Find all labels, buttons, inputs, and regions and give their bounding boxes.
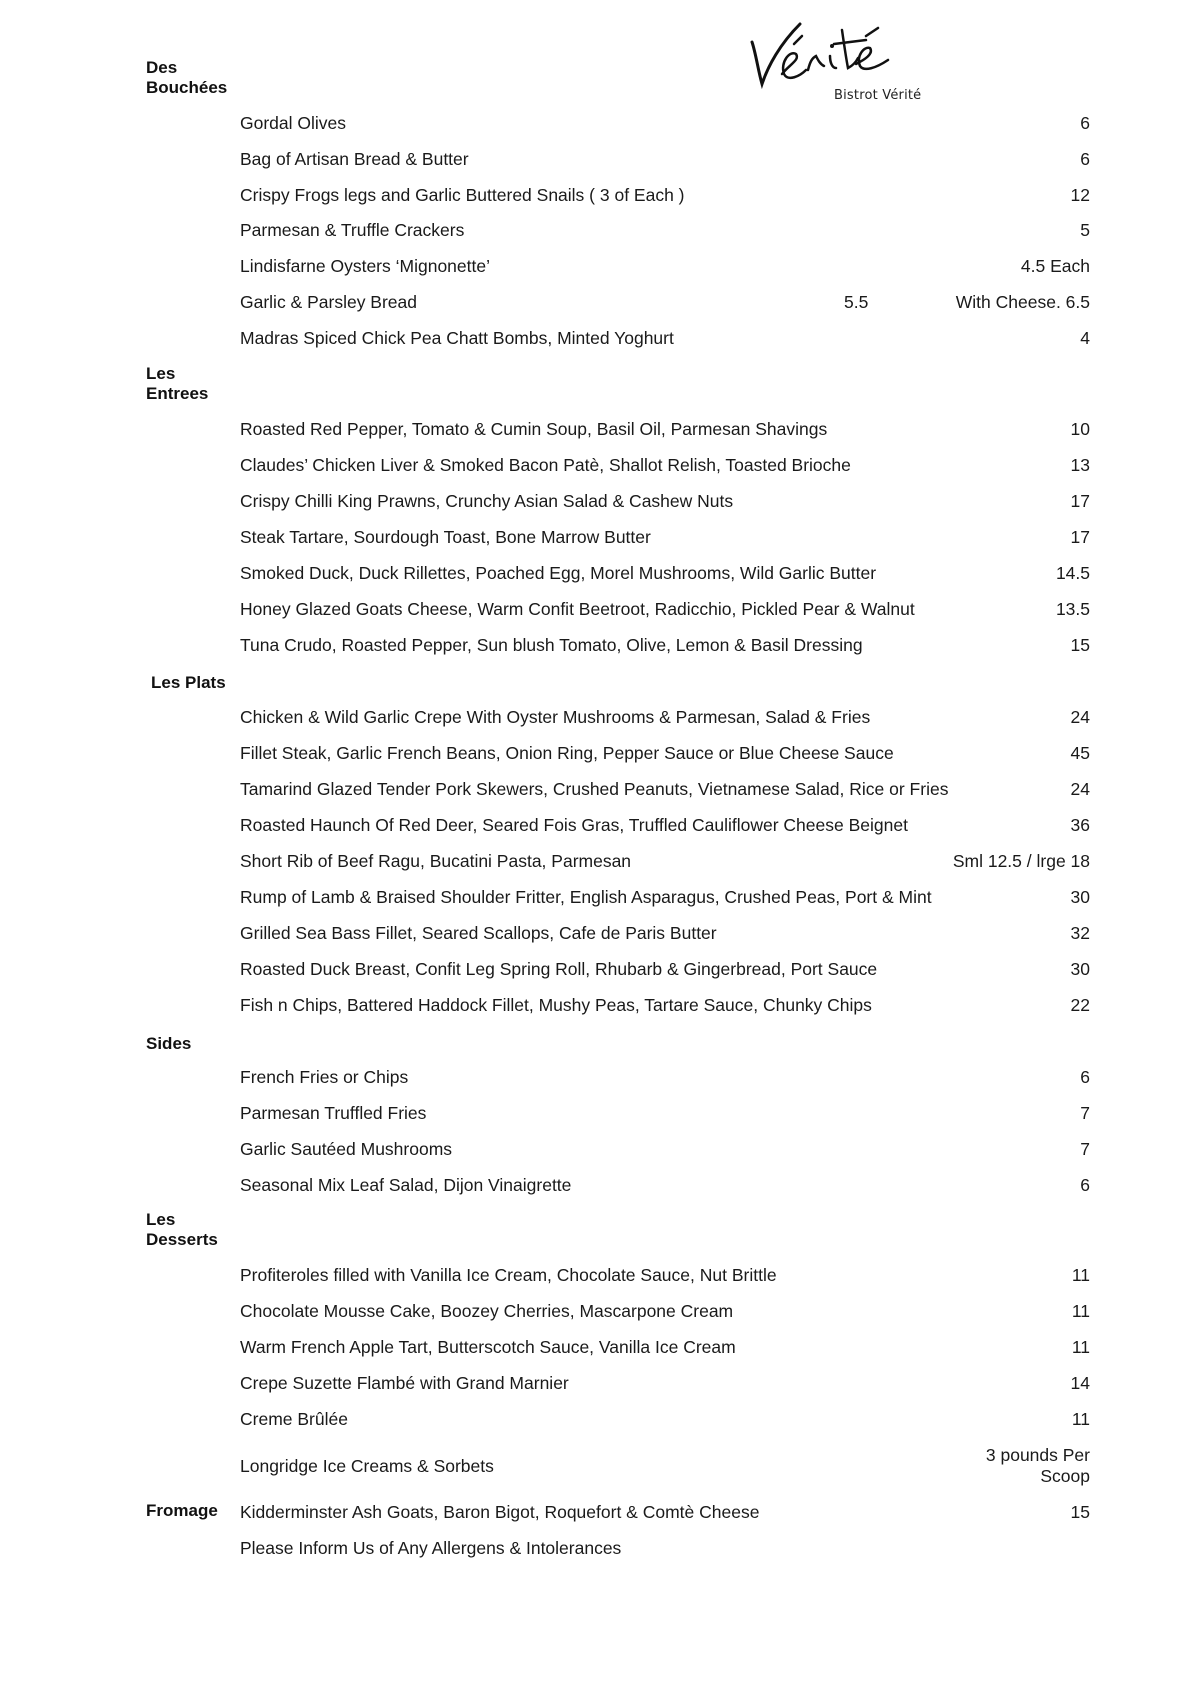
- menu-item: Crispy Frogs legs and Garlic Buttered Snails ( 3 of Each ) 12: [240, 185, 1090, 205]
- logo-subtitle: Bistrot Vérité: [834, 88, 922, 103]
- menu-item: Short Rib of Beef Ragu, Bucatini Pasta, Parmesan Sml 12.5 / lrge 18: [240, 851, 1090, 871]
- menu-item: Crispy Chilli King Prawns, Crunchy Asian Salad & Cashew Nuts 17: [240, 491, 1090, 511]
- menu-item: Claudes’ Chicken Liver & Smoked Bacon Patè, Shallot Relish, Toasted Brioche 13: [240, 455, 1090, 475]
- menu-item: Roasted Haunch Of Red Deer, Seared Fois Gras, Truffled Cauliflower Cheese Beignet 36: [240, 815, 1090, 835]
- menu-item: Crepe Suzette Flambé with Grand Marnier 14: [240, 1373, 1090, 1393]
- menu-item: Tamarind Glazed Tender Pork Skewers, Crushed Peanuts, Vietnamese Salad, Rice or Fries 24: [240, 779, 1090, 799]
- menu-item-alt-price: 5.5: [844, 292, 869, 312]
- menu-item: Roasted Duck Breast, Confit Leg Spring Roll, Rhubarb & Gingerbread, Port Sauce 30: [240, 959, 1090, 979]
- verite-script-logo: [738, 14, 898, 94]
- menu-item: Madras Spiced Chick Pea Chatt Bombs, Minted Yoghurt 4: [240, 328, 1090, 348]
- section-entrees: Les Entrees: [146, 364, 209, 403]
- section-fromage: Fromage: [146, 1501, 218, 1520]
- menu-item: French Fries or Chips 6: [240, 1067, 1090, 1087]
- menu-item: Chicken & Wild Garlic Crepe With Oyster Mushrooms & Parmesan, Salad & Fries 24: [240, 707, 1090, 727]
- menu-item: Tuna Crudo, Roasted Pepper, Sun blush Tomato, Olive, Lemon & Basil Dressing 15: [240, 635, 1090, 655]
- menu-item: Parmesan & Truffle Crackers 5: [240, 220, 1090, 240]
- menu-item: Garlic & Parsley Bread 5.5 With Cheese. 6.5: [240, 292, 1090, 312]
- menu-item: Smoked Duck, Duck Rillettes, Poached Egg, Morel Mushrooms, Wild Garlic Butter 14.5: [240, 563, 1090, 583]
- menu-item: Bag of Artisan Bread & Butter 6: [240, 149, 1090, 169]
- menu-item: Grilled Sea Bass Fillet, Seared Scallops, Cafe de Paris Butter 32: [240, 923, 1090, 943]
- menu-item: Creme Brûlée 11: [240, 1409, 1090, 1429]
- brand-logo: [738, 14, 938, 110]
- section-sides: Sides: [146, 1034, 192, 1053]
- section-desserts: Les Desserts: [146, 1210, 218, 1249]
- menu-item: Rump of Lamb & Braised Shoulder Fritter, English Asparagus, Crushed Peas, Port & Mint 30: [240, 887, 1090, 907]
- menu-item: Lindisfarne Oysters ‘Mignonette’ 4.5 Each: [240, 256, 1090, 276]
- section-plats: Les Plats: [151, 673, 226, 692]
- menu-item: Parmesan Truffled Fries 7: [240, 1103, 1090, 1123]
- menu-item: Longridge Ice Creams & Sorbets 3 pounds Per Scoop: [240, 1445, 1090, 1486]
- menu-item: Kidderminster Ash Goats, Baron Bigot, Roquefort & Comtè Cheese 15: [240, 1502, 1090, 1522]
- menu-item: Fillet Steak, Garlic French Beans, Onion Ring, Pepper Sauce or Blue Cheese Sauce 45: [240, 743, 1090, 763]
- menu-item: Seasonal Mix Leaf Salad, Dijon Vinaigrette 6: [240, 1175, 1090, 1195]
- menu-item: Profiteroles filled with Vanilla Ice Cream, Chocolate Sauce, Nut Brittle 11: [240, 1265, 1090, 1285]
- menu-item: Honey Glazed Goats Cheese, Warm Confit Beetroot, Radicchio, Pickled Pear & Walnut 13.5: [240, 599, 1090, 619]
- allergen-note: Please Inform Us of Any Allergens & Intolerances: [240, 1538, 622, 1558]
- menu-item: Steak Tartare, Sourdough Toast, Bone Marrow Butter 17: [240, 527, 1090, 547]
- menu-item: Garlic Sautéed Mushrooms 7: [240, 1139, 1090, 1159]
- menu-item: Roasted Red Pepper, Tomato & Cumin Soup, Basil Oil, Parmesan Shavings 10: [240, 419, 1090, 439]
- menu-item: Warm French Apple Tart, Butterscotch Sauce, Vanilla Ice Cream 11: [240, 1337, 1090, 1357]
- section-bouchees: Des Bouchées: [146, 58, 228, 97]
- menu-item: Gordal Olives 6: [240, 113, 1090, 133]
- menu-item: Chocolate Mousse Cake, Boozey Cherries, Mascarpone Cream 11: [240, 1301, 1090, 1321]
- menu-item: Fish n Chips, Battered Haddock Fillet, Mushy Peas, Tartare Sauce, Chunky Chips 22: [240, 995, 1090, 1015]
